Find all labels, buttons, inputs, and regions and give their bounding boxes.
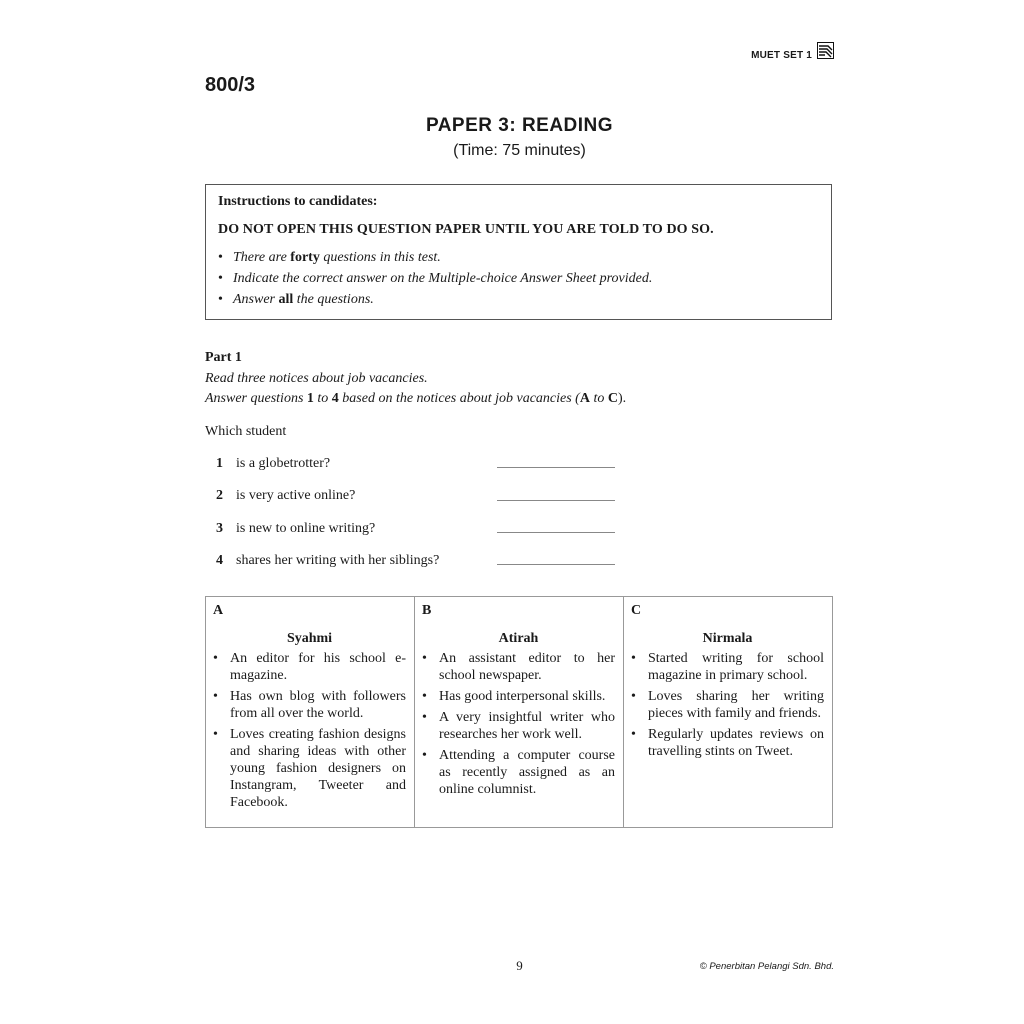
bullet-icon: • xyxy=(218,292,223,307)
notice-list xyxy=(631,650,824,760)
instructions-warning: DO NOT OPEN THIS QUESTION PAPER UNTIL YOU ARE TOLD TO DO SO. xyxy=(218,222,714,237)
page-number: 9 xyxy=(516,958,523,973)
publisher-logo-icon xyxy=(817,42,834,59)
answer-blank[interactable] xyxy=(497,500,615,501)
notices-table xyxy=(205,596,833,828)
answer-blank[interactable] xyxy=(497,564,615,565)
paper-time: (Time: 75 minutes) xyxy=(453,142,586,159)
part-instruction-2: Answer questions 1 to 4 based on the notices about job vacancies (A to C). xyxy=(205,391,627,406)
part-instruction-1: Read three notices about job vacancies. xyxy=(205,371,428,386)
notice-letter: C xyxy=(631,603,642,618)
question-text: is a globetrotter? xyxy=(236,456,331,471)
notice-item: • Loves creating fashion designs and sharing ideas with other young fashion designers on Instangram, Tweeter and Facebook. xyxy=(213,727,406,810)
question-text: is new to online writing? xyxy=(236,521,376,536)
notice-student-name: Syahmi xyxy=(286,631,333,646)
paper-code: 800/3 xyxy=(205,74,256,96)
notice-a xyxy=(206,597,415,827)
question-number: 3 xyxy=(216,521,223,536)
instruction-item xyxy=(218,292,374,308)
instruction-item xyxy=(218,250,441,266)
notice-item: • Attending a computer course as recently assigned as an online columnist. xyxy=(422,748,615,797)
instruction-emphasis: all xyxy=(278,292,294,307)
instruction-text: the questions. xyxy=(293,292,374,307)
instruction-text: questions in this test. xyxy=(319,250,441,265)
instructions-heading: Instructions to candidates: xyxy=(218,194,378,209)
bullet-icon: • xyxy=(422,651,427,666)
notice-letter: A xyxy=(213,603,224,618)
bullet-icon: • xyxy=(213,727,218,742)
notice-item: • A very insightful writer who researches her work well. xyxy=(422,710,615,742)
notice-student-name: Atirah xyxy=(498,631,539,646)
bullet-icon: • xyxy=(422,710,427,725)
instruction-item xyxy=(218,271,652,287)
notice-b xyxy=(415,597,624,827)
instruction-text: Answer xyxy=(233,292,279,307)
instruction-emphasis: forty xyxy=(290,250,320,265)
notice-letter: B xyxy=(422,603,432,618)
publisher-credit: © Penerbitan Pelangi Sdn. Bhd. xyxy=(699,961,834,972)
notice-item: • Has own blog with followers from all over the world. xyxy=(213,689,406,721)
bullet-icon: • xyxy=(422,689,427,704)
question-prompt: Which student xyxy=(205,424,287,439)
notice-item: • An editor for his school e-magazine. xyxy=(213,651,406,683)
bullet-icon: • xyxy=(213,651,218,666)
notice-item: • An assistant editor to her school newspaper. xyxy=(422,651,615,683)
part-heading: Part 1 xyxy=(205,350,242,365)
notice-student-name: Nirmala xyxy=(702,631,753,646)
question-number: 4 xyxy=(216,553,223,568)
notice-list xyxy=(422,650,615,798)
question-number: 1 xyxy=(216,456,223,471)
instruction-text: There are xyxy=(233,250,291,265)
notice-item: • Started writing for school magazine in primary school. xyxy=(631,651,824,683)
question-number: 2 xyxy=(216,488,223,503)
set-label: MUET SET 1 xyxy=(751,50,812,61)
question-text: shares her writing with her siblings? xyxy=(236,553,440,568)
question-text: is very active online? xyxy=(236,488,356,503)
bullet-icon: • xyxy=(631,651,636,666)
bullet-icon: • xyxy=(422,748,427,763)
answer-blank[interactable] xyxy=(497,467,615,468)
bullet-icon: • xyxy=(213,689,218,704)
notice-c xyxy=(624,597,832,827)
answer-blank[interactable] xyxy=(497,532,615,533)
paper-title: PAPER 3: READING xyxy=(425,115,614,136)
instruction-text: Indicate the correct answer on the Multiple-choice Answer Sheet provided. xyxy=(233,271,653,286)
bullet-icon: • xyxy=(218,271,223,286)
notice-item: • Has good interpersonal skills. xyxy=(422,689,606,704)
notice-item: • Loves sharing her writing pieces with family and friends. xyxy=(631,689,824,721)
bullet-icon: • xyxy=(631,689,636,704)
notice-list xyxy=(213,650,406,811)
bullet-icon: • xyxy=(218,250,223,265)
notice-item: • Regularly updates reviews on travelling stints on Tweet. xyxy=(631,727,824,759)
bullet-icon: • xyxy=(631,727,636,742)
